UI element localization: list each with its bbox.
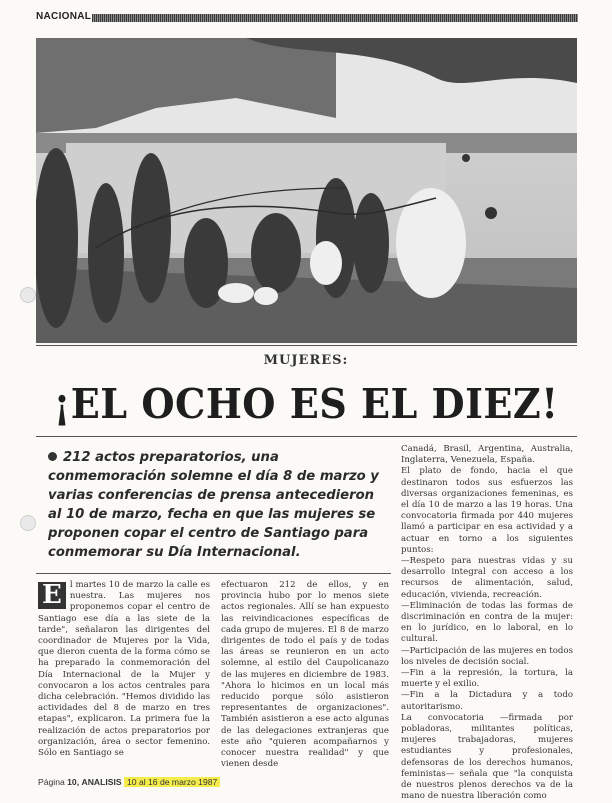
article-lead: 212 actos preparatorios, una conmemoración solemne el día 8 de marzo y varias conferencias de prensa antecedieron al 10 de marzo, fecha en que las mujeres se proponen copar el centro de Santiago para conmemorar su Día Internacional. bbox=[48, 450, 379, 560]
punch-hole-bottom bbox=[20, 515, 36, 531]
page-footer bbox=[38, 777, 220, 787]
column-3-paragraph: Canadá, Brasil, Argentina, Australia, Inglaterra, Venezuela, España. bbox=[401, 444, 573, 466]
article-column-3 bbox=[401, 444, 573, 803]
column-3-point: —Fin a la Dictadura y a todo autoritarismo. bbox=[401, 690, 573, 712]
footer-magazine: ANALISIS bbox=[81, 777, 122, 787]
rule-lead-bottom bbox=[36, 573, 391, 574]
header-rule bbox=[92, 14, 578, 22]
column-3-paragraph: El plato de fondo, hacia el que destinaron todos sus esfuerzos las diversas organizaciones femeninas, es el día 10 de marzo a las 19 horas. Una convocatoria firmada por 440 mujeres llamó a participar en esa actividad y a actuar en torno a los siguientes puntos: bbox=[401, 466, 573, 555]
column-3-point: —Respeto para nuestras vidas y su desarrollo integral con acceso a los recursos de alimentación, salud, educación, vivienda, recreación. bbox=[401, 556, 573, 600]
rule-under-photo bbox=[36, 345, 577, 346]
column-3-point: —Fin a la represión, la tortura, la muerte y el exilio. bbox=[401, 668, 573, 690]
bullet-icon bbox=[48, 452, 57, 461]
punch-hole-top bbox=[20, 287, 36, 303]
article-column-1: E l martes 10 de marzo la calle es nuestra. Las mujeres nos proponemos copar el centro de Santiago ese día a las siete de la tarde", señalaron las dirigentes del coordinador de Mujeres por la Vida, que dieron cuenta de la forma cómo se ha preparado la conmemoración del Día Internacional de la Mujer y convocaron a los actos centrales para dicha celebración. "Hemos dividido las actividades del 8 de marzo en tres etapas", explicaron. La primera fue la realización de actos preparatorios por organización, área o sector femenino. Sólo en Santiago se bbox=[38, 580, 210, 759]
drop-cap: E bbox=[38, 582, 66, 609]
protest-photo-image bbox=[36, 38, 577, 343]
article-headline: ¡EL OCHO ES EL DIEZ! bbox=[53, 380, 559, 428]
news-photo bbox=[36, 38, 577, 343]
rule-above-body bbox=[36, 436, 577, 437]
section-label: NACIONAL bbox=[36, 11, 92, 22]
footer-page-number: 10, bbox=[67, 777, 80, 787]
column-3-paragraph: La convocatoria —firmada por pobladoras, militantes políticas, mujeres trabajadoras, mujeres estudiantes y profesionales, defensoras de los derechos humanos, feministas— señala que "la conquista de nuestros plenos derechos va de la mano de nuestra liberación como bbox=[401, 712, 573, 802]
column-3-point: —Participación de las mujeres en todos los niveles de decisión social. bbox=[401, 645, 573, 667]
article-kicker: MUJERES: bbox=[263, 353, 349, 368]
column-3-point: —Eliminación de todas las formas de discriminación en contra de la mujer: en lo jurídico, en lo laboral, en lo cultural. bbox=[401, 600, 573, 645]
article-column-2: efectuaron 212 de ellos, y en provincia hubo por lo menos siete actos regionales. Allí se han expuesto las reivindicaciones específicas de cada grupo de mujeres. El 8 de marzo dirigentes de todo el país y de todas las áreas se reunieron en un acto solemne, al estilo del Caupolicanazo de las mujeres en diciembre de 1983. "Ahora lo hicimos en un local más reducido porque sólo asistieron representantes de organizaciones". También asistieron a ese acto algunas de las delegaciones extranjeras que este año "quieren acompañarnos y conocer nuestra realidad" y que vienen desde bbox=[221, 580, 389, 770]
footer-page-prefix: Página bbox=[38, 777, 65, 787]
footer-dates: 10 al 16 de marzo 1987 bbox=[124, 777, 220, 787]
